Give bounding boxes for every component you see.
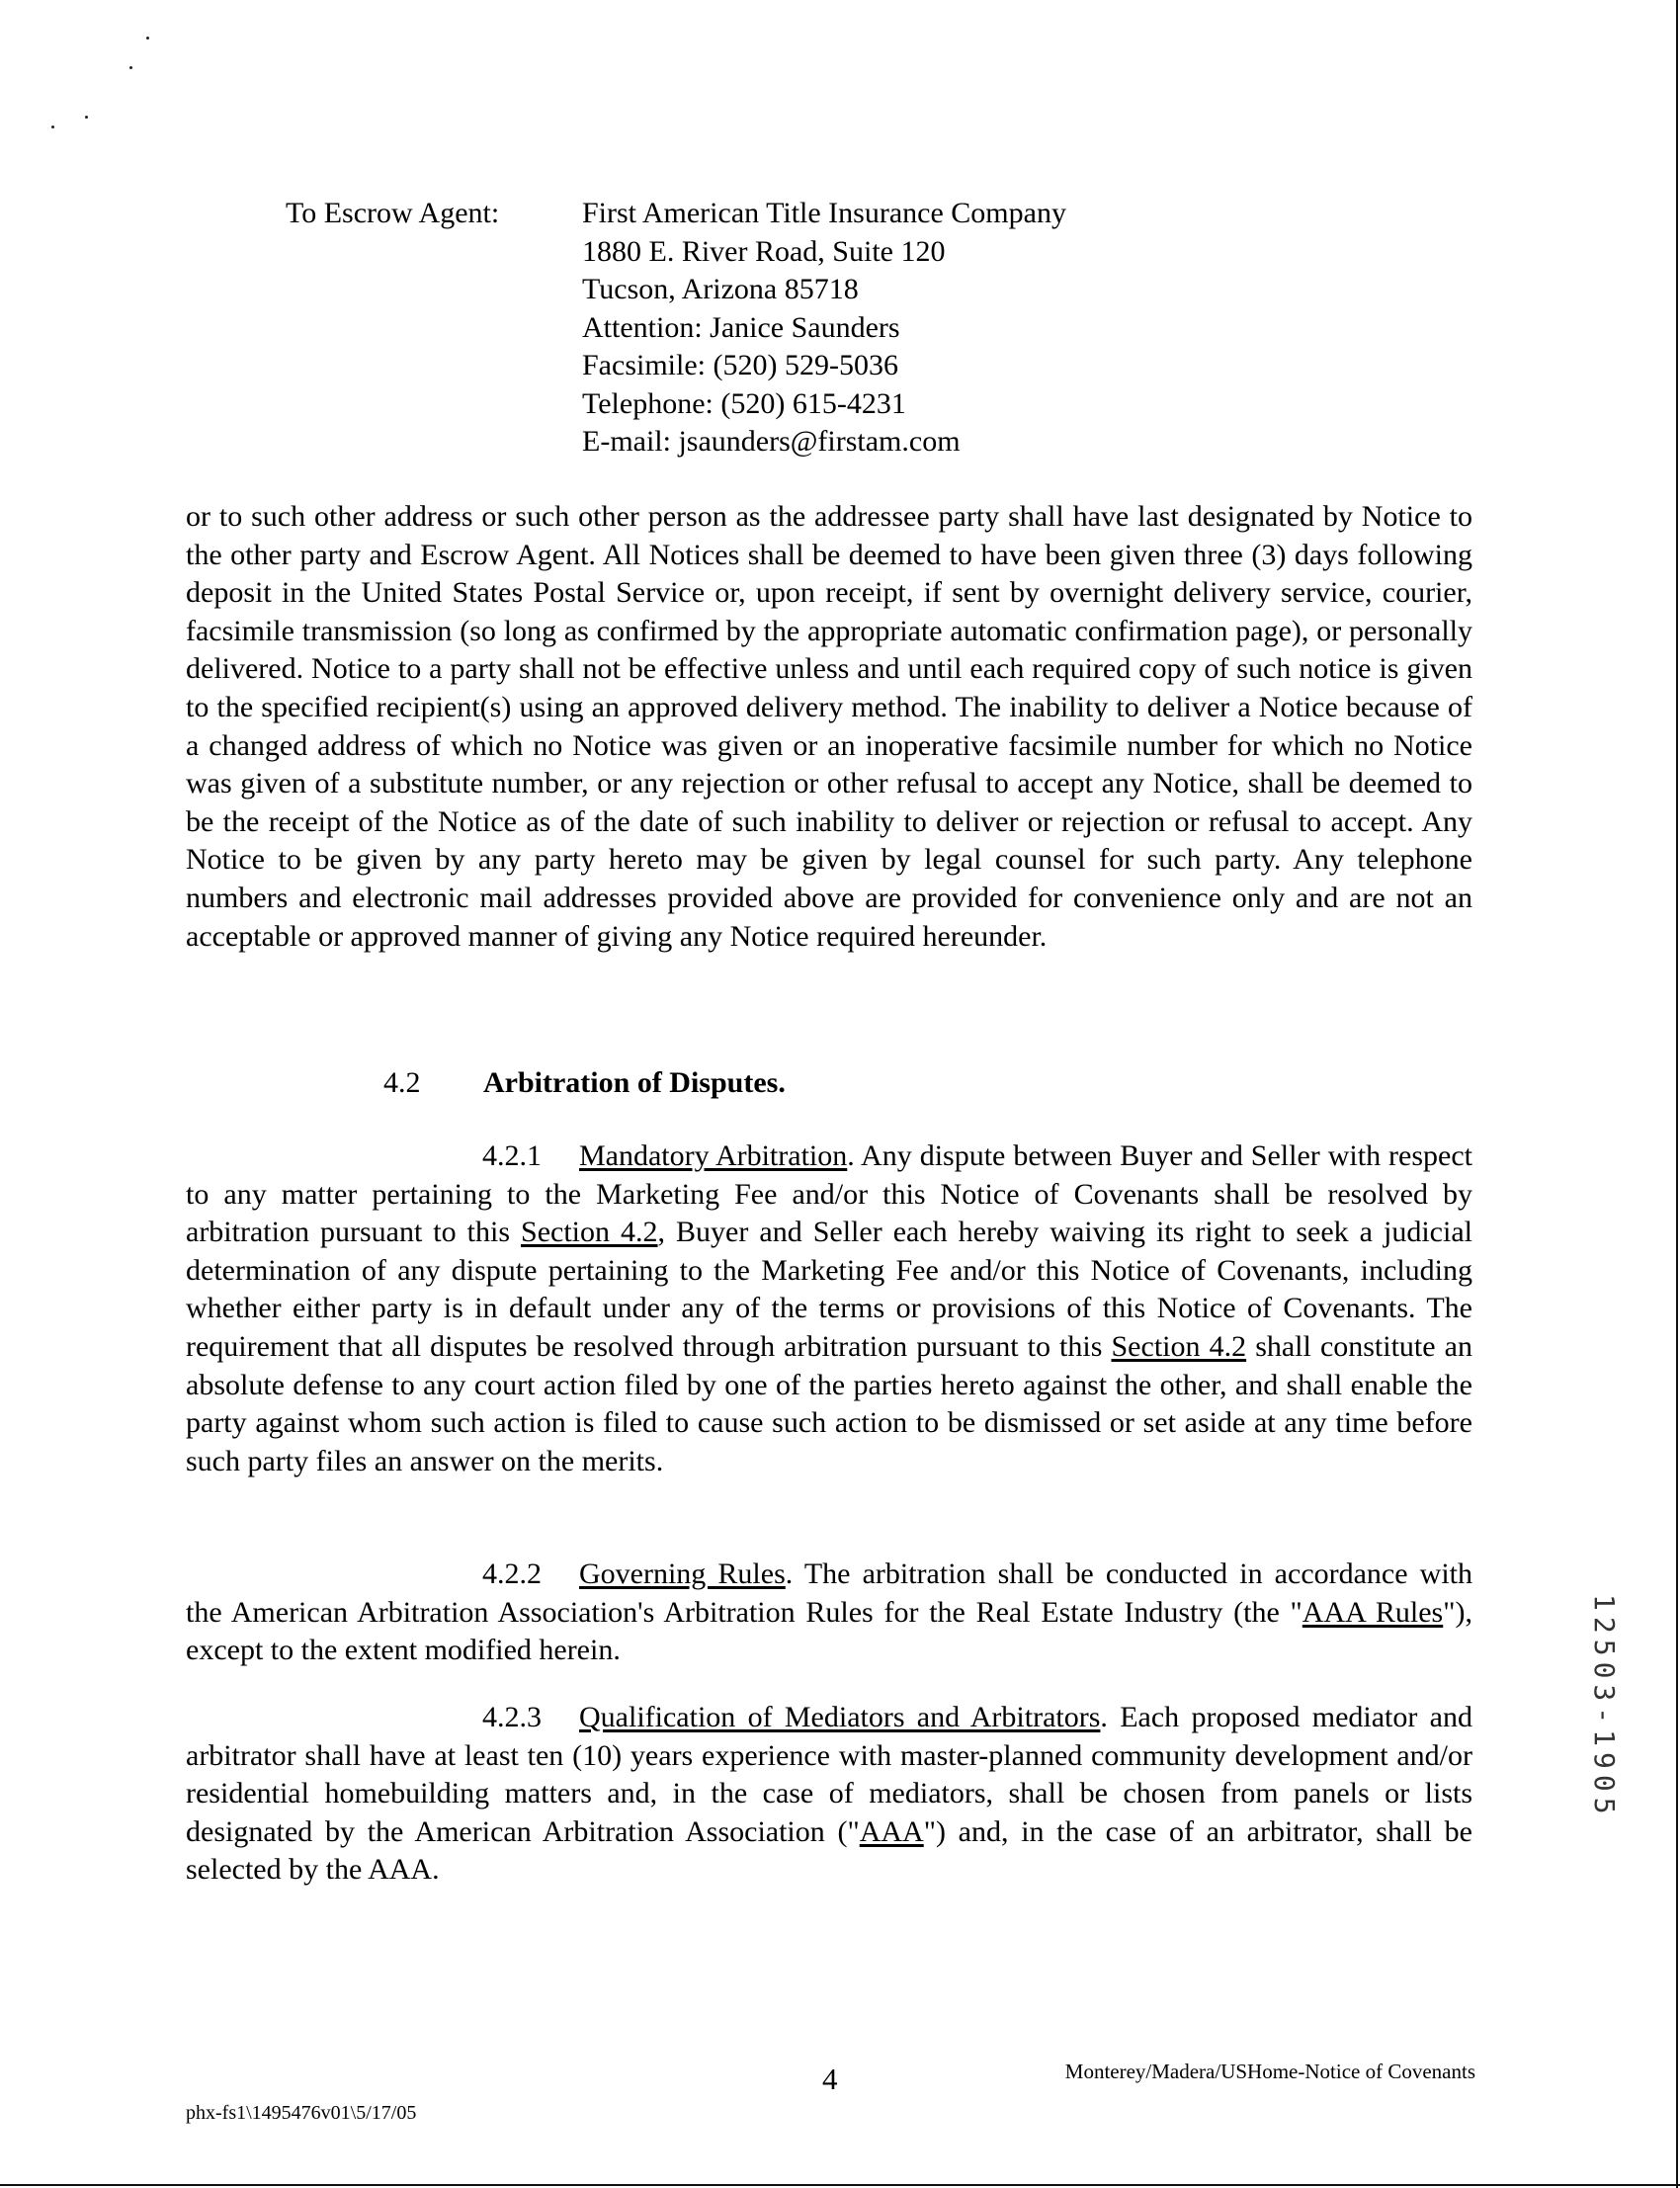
- defined-term: AAA: [859, 1814, 924, 1848]
- address-line: Tucson, Arizona 85718: [582, 273, 859, 305]
- address-line: E-mail: jsaunders@firstam.com: [582, 425, 961, 458]
- section-4-2-1-paragraph: 4.2.1 Mandatory Arbitration. Any dispute between Buyer and Seller with respect to any matter pertaining to the Marketing Fee and/or this Notice of Covenants shall be resolved by arbitration pursuant to this Section 4.2, Buyer and Seller each hereby waiving its right to seek a judicial determination of any dispute pertaining to the Marketing Fee and/or this Notice of Covenants, including whether either party is in default under any of the terms or provisions of this Notice of Covenants. The requirement that all disputes be resolved through arbitration pursuant to this Section 4.2 shall constitute an absolute defense to any court action filed by one of the parties hereto against the other, and shall enable the party against whom such action is filed to cause such action to be dismissed or set aside at any time before such party files an answer on the merits.: [186, 1139, 1472, 1477]
- address-line: Facsimile: (520) 529-5036: [582, 349, 898, 381]
- subsection-title: Mandatory Arbitration: [579, 1139, 848, 1172]
- escrow-agent-address-lines: [582, 195, 1066, 462]
- section-4-2-3-paragraph: 4.2.3 Qualification of Mediators and Arbitrators. Each proposed mediator and arbitrator shall have at least ten (10) years experience with master-planned community development and/or residential homebuilding matters and, in the case of mediators, shall be chosen from panels or lists designated by the American Arbitration Association ("AAA") and, in the case of an arbitrator, shall be selected by the AAA.: [186, 1701, 1472, 1887]
- scan-speck: [146, 37, 149, 40]
- subsection-number: 4.2.3: [482, 1701, 542, 1733]
- address-line: Attention: Janice Saunders: [582, 310, 900, 344]
- scan-edge-bottom: [0, 2184, 1680, 2186]
- section-4-2-heading: [383, 1064, 786, 1102]
- subsection-number: 4.2.2: [482, 1557, 542, 1590]
- recording-stamp: 12503-1905: [1588, 1594, 1621, 1820]
- subsection-title: Governing Rules: [579, 1557, 786, 1590]
- scan-speck: [129, 66, 132, 69]
- scan-speck: [51, 126, 54, 128]
- page-number: 4: [822, 2062, 838, 2096]
- document-id-footer: phx-fs1\1495476v01\5/17/05: [186, 2102, 417, 2124]
- subsection-title: Qualification of Mediators and Arbitrators: [579, 1701, 1101, 1733]
- section-title: Arbitration of Disputes.: [483, 1066, 786, 1099]
- section-number: 4.2: [383, 1066, 421, 1099]
- address-line: 1880 E. River Road, Suite 120: [582, 234, 946, 268]
- section-4-2-2-paragraph: 4.2.2 Governing Rules. The arbitration shall be conducted in accordance with the American Arbitration Association's Arbitration Rules for the Real Estate Industry (the "AAA Rules"), except to the extent modified herein.: [186, 1557, 1473, 1667]
- document-title-footer: Monterey/Madera/USHome-Notice of Covenants: [1064, 2060, 1475, 2083]
- notice-paragraph: or to such other address or such other person as the addressee party shall have last designated by Notice to the other party and Escrow Agent. All Notices shall be deemed to have been given three (3) days following deposit in the United States Postal Service or, upon receipt, if sent by overnight delivery service, courier, facsimile transmission (so long as confirmed by the appropriate automatic confirmation page), or personally delivered. Notice to a party shall not be effective unless and until each required copy of such notice is given to the specified recipient(s) using an approved delivery method. The inability to deliver a Notice because of a changed address of which no Notice was given or an inoperative facsimile number for which no Notice was given of a substitute number, or any rejection or other refusal to accept any Notice, shall be deemed to be the receipt of the Notice as of the date of such inability to deliver or rejection or refusal to accept. Any Notice to be given by any party hereto may be given by legal counsel for such party. Any telephone numbers and electronic mail addresses provided above are provided for convenience only and are not an acceptable or approved manner of giving any Notice required hereunder.: [186, 500, 1472, 953]
- address-line: First American Title Insurance Company: [582, 197, 1066, 229]
- subsection-number: 4.2.1: [482, 1139, 542, 1172]
- address-line: Telephone: (520) 615-4231: [582, 386, 906, 420]
- escrow-agent-label: To Escrow Agent:: [286, 197, 500, 229]
- scan-speck: [85, 116, 88, 119]
- section-reference: Section 4.2: [521, 1216, 658, 1249]
- section-reference: Section 4.2: [1111, 1329, 1247, 1363]
- scan-edge-right: [1676, 0, 1678, 2188]
- defined-term: AAA Rules: [1302, 1595, 1444, 1629]
